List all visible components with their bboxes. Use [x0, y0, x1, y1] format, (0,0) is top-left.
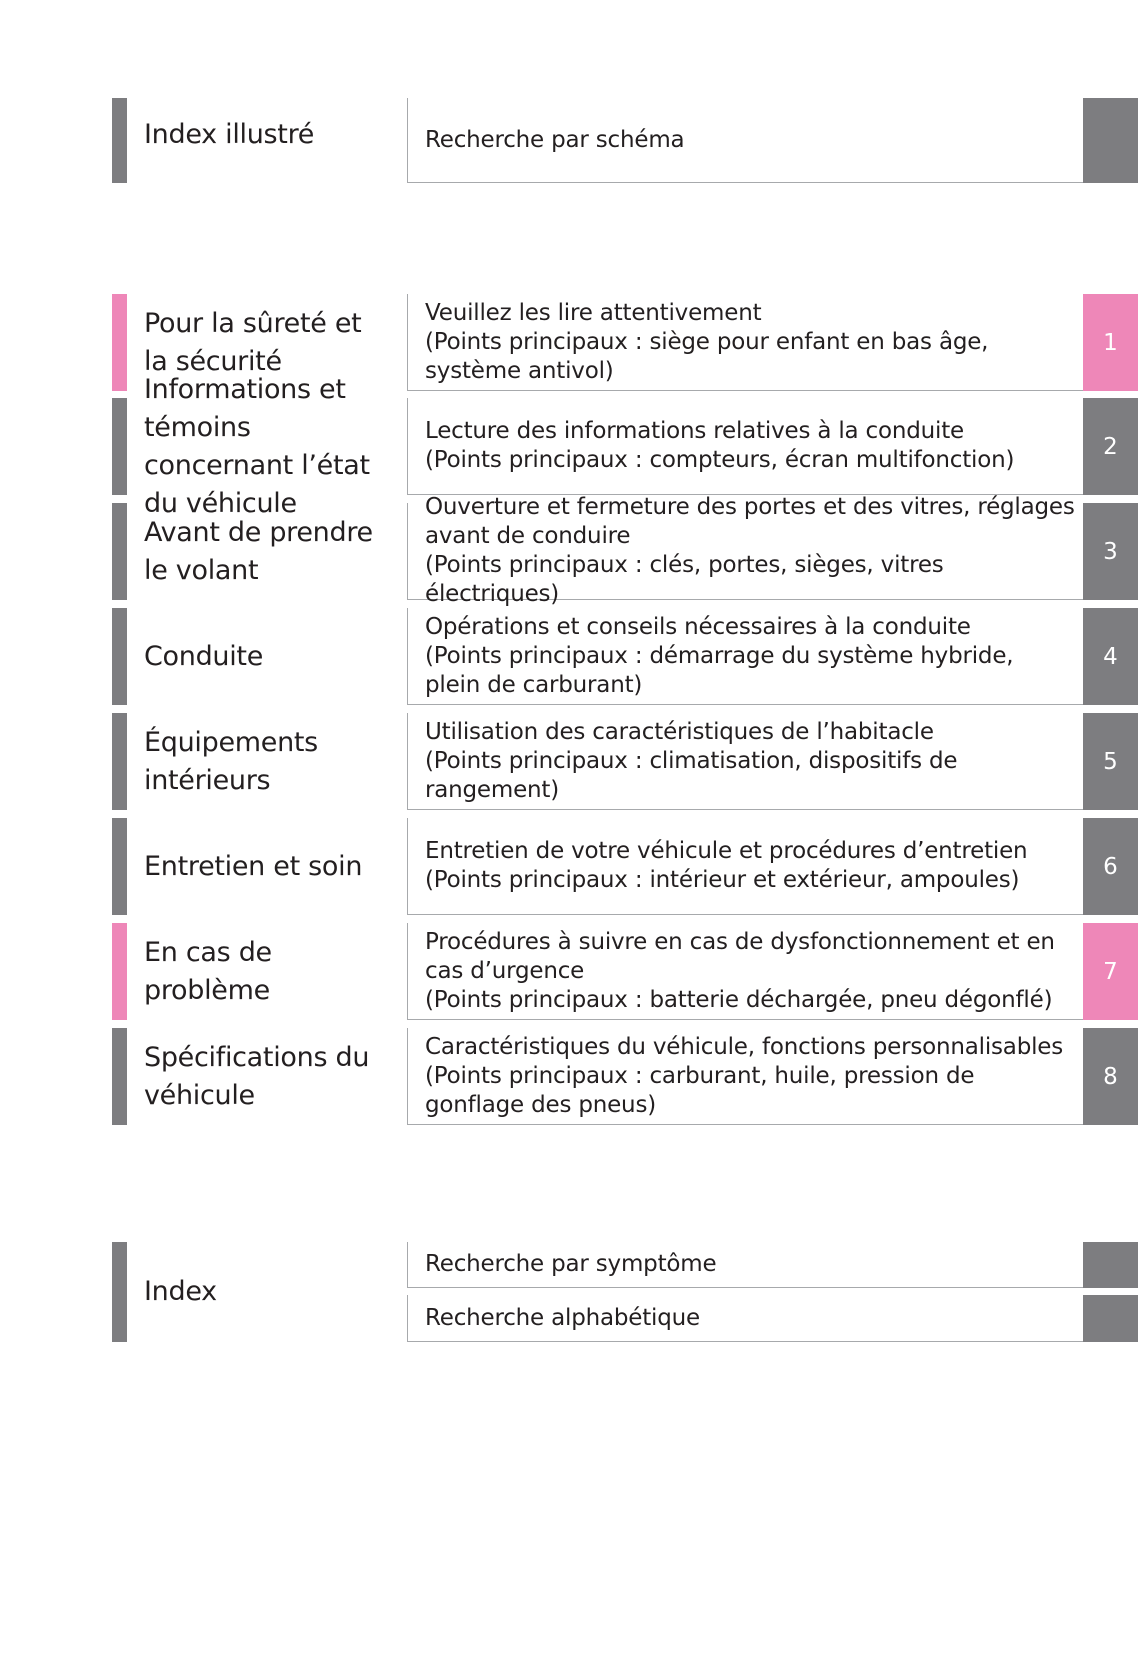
chapter-row-5[interactable]: [0, 713, 1142, 810]
section-title: Index: [144, 1276, 217, 1307]
chapter-tab[interactable]: [1083, 713, 1138, 810]
index-tab[interactable]: [1083, 1242, 1138, 1288]
chapter-tab[interactable]: [1083, 818, 1138, 915]
section-tab[interactable]: [1083, 98, 1138, 183]
chapter-tab[interactable]: [1083, 294, 1138, 391]
chapter-description: [407, 494, 1083, 607]
chapter-description-line: Veuillez les lire attentivement: [425, 299, 762, 326]
chapter-number: 5: [1103, 748, 1118, 775]
chapter-number: 1: [1103, 329, 1118, 356]
chapter-number: 2: [1103, 433, 1118, 460]
chapter-tab[interactable]: [1083, 398, 1138, 495]
chapter-title: Entretien et soin: [144, 850, 363, 882]
chapter-tab[interactable]: [1083, 1028, 1138, 1125]
chapter-description-line: Utilisation des caractéristiques de l’habitacle: [425, 718, 934, 745]
index-tab[interactable]: [1083, 1295, 1138, 1342]
chapter-title: Avant de prendre le volant: [144, 516, 373, 586]
chapter-description-line: (Points principaux : compteurs, écran multifonction): [425, 447, 1015, 473]
chapter-tab[interactable]: [1083, 503, 1138, 600]
chapter-description-line: (Points principaux : climatisation, dispositifs de rangement): [425, 747, 958, 803]
section-bar: [112, 608, 127, 705]
chapter-description: [407, 818, 1083, 915]
chapter-description-line: Procédures à suivre en cas de dysfonctionnement et en cas d’urgence: [425, 928, 1055, 984]
chapter-description-line: Caractéristiques du véhicule, fonctions personnalisables: [425, 1033, 1064, 1060]
chapter-description-line: Lecture des informations relatives à la conduite: [425, 418, 964, 444]
chapter-row-8[interactable]: [0, 1028, 1142, 1125]
index-description: [407, 1242, 1083, 1288]
section-bar: [112, 818, 127, 915]
chapter-tab[interactable]: [1083, 923, 1138, 1020]
index-description-line: Recherche par symptôme: [425, 1251, 717, 1277]
section-bar: [112, 98, 127, 183]
chapter-row-2[interactable]: [0, 373, 1142, 519]
section-bar: [112, 503, 127, 600]
chapter-row-4[interactable]: [0, 608, 1142, 705]
chapter-description-line: (Points principaux : intérieur et extérieur, ampoules): [425, 867, 1020, 893]
section-description: [407, 98, 1083, 183]
section-bar: [112, 294, 127, 391]
chapter-title: Spécifications du véhicule: [144, 1041, 370, 1111]
section-bar: [112, 713, 127, 810]
chapter-description: [407, 398, 1083, 495]
index-symptome-row[interactable]: [0, 1242, 1142, 1288]
chapter-row-7[interactable]: [0, 923, 1142, 1020]
chapter-number: 7: [1103, 958, 1118, 985]
section-bar: [112, 1028, 127, 1125]
chapter-description: [407, 1028, 1083, 1125]
chapter-title: Équipements intérieurs: [144, 726, 318, 796]
chapter-row-6[interactable]: [0, 818, 1142, 915]
chapter-description-line: (Points principaux : carburant, huile, pression de gonflage des pneus): [425, 1062, 975, 1118]
chapter-description: [407, 294, 1083, 391]
index-illustre-row[interactable]: [0, 98, 1142, 183]
chapter-description-line: Entretien de votre véhicule et procédures d’entretien: [425, 838, 1028, 864]
chapter-description-line: (Points principaux : démarrage du système hybride, plein de carburant): [425, 642, 1014, 698]
chapter-title: Informations et témoins concernant l’état du véhicule: [144, 373, 370, 519]
chapter-number: 4: [1103, 643, 1118, 670]
chapter-title: En cas de problème: [144, 936, 272, 1006]
section-bar: [112, 923, 127, 1020]
chapter-row-3[interactable]: [0, 494, 1142, 607]
section-title: Index illustré: [144, 119, 315, 150]
chapter-title: Conduite: [144, 640, 264, 672]
chapter-description: [407, 608, 1083, 705]
section-bar: [112, 398, 127, 495]
index-description: [407, 1295, 1083, 1342]
section-description-line: Recherche par schéma: [425, 126, 685, 153]
chapter-description: [407, 923, 1083, 1020]
index-alphabetique-row[interactable]: [0, 1295, 1142, 1342]
chapter-number: 8: [1103, 1063, 1118, 1090]
chapter-description-line: (Points principaux : siège pour enfant en bas âge, système antivol): [425, 328, 989, 384]
chapter-description-line: (Points principaux : batterie déchargée, pneu dégonflé): [425, 986, 1053, 1013]
chapter-number: 3: [1103, 538, 1118, 565]
chapter-description: [407, 713, 1083, 810]
chapter-number: 6: [1103, 853, 1118, 880]
chapter-description-line: (Points principaux : clés, portes, sièges, vitres électriques): [425, 552, 944, 607]
chapter-tab[interactable]: [1083, 608, 1138, 705]
chapter-description-line: Ouverture et fermeture des portes et des vitres, réglages avant de conduire: [425, 494, 1075, 549]
chapter-title: Pour la sûreté et la sécurité: [144, 307, 362, 377]
chapter-description-line: Opérations et conseils nécessaires à la conduite: [425, 613, 971, 640]
index-description-line: Recherche alphabétique: [425, 1304, 700, 1331]
